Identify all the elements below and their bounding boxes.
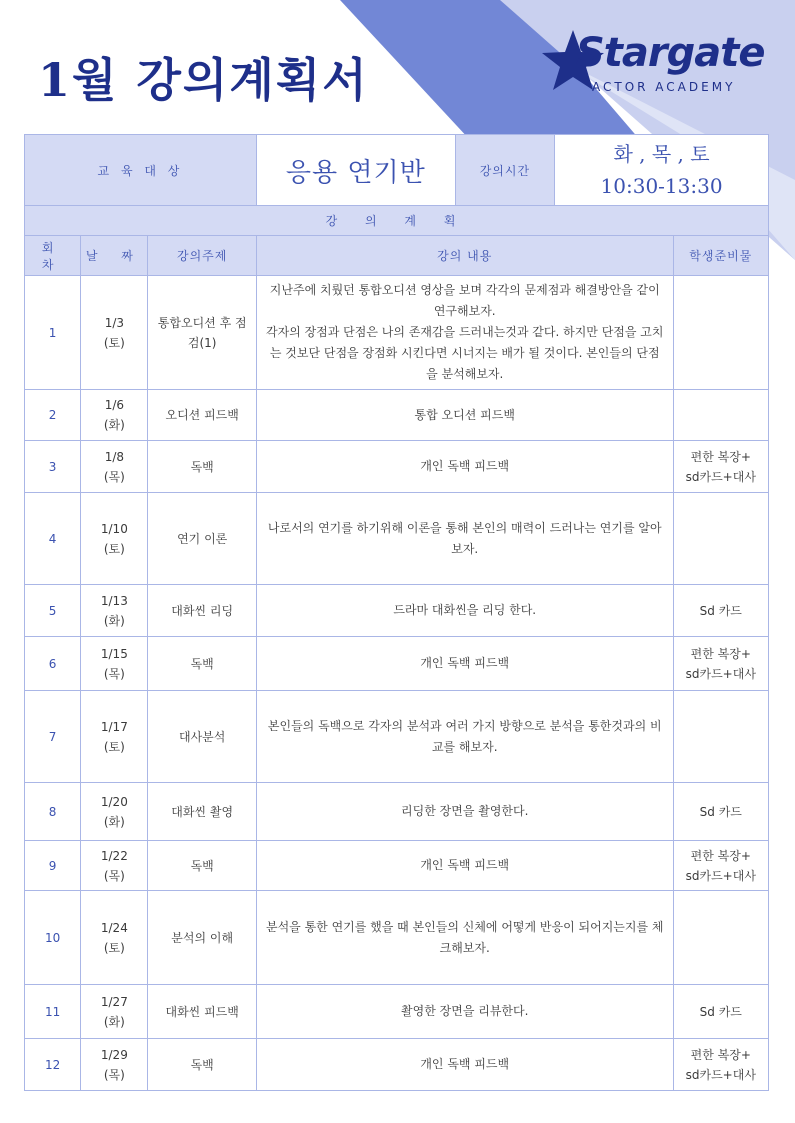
row-content-line: 개인 독백 피드백	[420, 459, 510, 473]
row-content-line: 드라마 대화씬을 리딩 한다.	[393, 603, 537, 617]
table-row	[25, 985, 769, 1039]
row-content-line: 개인 독백 피드백	[420, 858, 510, 872]
row-date	[81, 276, 148, 390]
col-header-no: 회 차	[25, 236, 81, 276]
row-content-line: 개인 독백 피드백	[420, 656, 510, 670]
row-prep	[673, 985, 768, 1039]
row-content-line: 본인들의 독백으로 각자의 분석과 여러 가지 방향으로 분석을 통한것과의 비교를 해보자.	[267, 718, 662, 754]
row-content	[256, 1039, 673, 1091]
row-date	[81, 637, 148, 691]
row-prep	[673, 441, 768, 493]
row-content	[256, 891, 673, 985]
row-content-line: 지난주에 치뤘던 통합오디션 영상을 보며 각각의 문제점과 해결방안을 같이 연구해보자.	[269, 283, 660, 318]
row-prep-line: Sd 카드	[699, 1004, 742, 1019]
row-prep-line: Sd 카드	[699, 804, 742, 819]
row-content	[256, 276, 673, 390]
row-date	[81, 691, 148, 783]
row-prep	[673, 783, 768, 841]
table-body	[25, 276, 769, 1091]
row-date-day: (목)	[103, 666, 125, 681]
col-header-content: 강의 내용	[256, 236, 673, 276]
row-content-line: 리딩한 장면을 촬영한다.	[401, 804, 529, 818]
row-prep-line: sd카드+대사	[685, 666, 756, 681]
row-number: 7	[25, 691, 81, 783]
row-number: 12	[25, 1039, 81, 1091]
row-prep-line: 편한 복장+	[690, 848, 751, 863]
row-number: 5	[25, 585, 81, 637]
table-row	[25, 276, 769, 390]
row-date	[81, 1039, 148, 1091]
row-prep	[673, 637, 768, 691]
row-date-day: (토)	[103, 739, 125, 754]
row-prep	[673, 390, 768, 441]
table-row	[25, 1039, 769, 1091]
row-date-day: (토)	[103, 541, 125, 556]
row-prep	[673, 841, 768, 891]
row-prep-line: 편한 복장+	[690, 646, 751, 661]
row-date-value: 1/24	[100, 920, 128, 935]
row-date-value: 1/13	[100, 593, 128, 608]
table-row	[25, 637, 769, 691]
row-date-day: (화)	[103, 613, 125, 628]
row-date	[81, 493, 148, 585]
logo-subtitle: ACTOR ACADEMY	[592, 80, 736, 94]
time-label: 강의시간	[455, 135, 554, 206]
row-date-day: (화)	[103, 1014, 125, 1029]
row-date	[81, 390, 148, 441]
info-row	[25, 135, 769, 206]
row-topic: 분석의 이해	[148, 891, 256, 985]
row-topic: 대사분석	[148, 691, 256, 783]
logo-wordmark: Stargate	[576, 30, 765, 76]
target-label: 교 육 대 상	[25, 135, 257, 206]
row-prep	[673, 1039, 768, 1091]
row-date-day: (토)	[103, 940, 125, 955]
time-days: 화 , 목 , 토	[613, 142, 710, 166]
row-date	[81, 585, 148, 637]
row-content	[256, 441, 673, 493]
row-number: 9	[25, 841, 81, 891]
row-content-line: 개인 독백 피드백	[420, 1057, 510, 1071]
target-value: 응용 연기반	[256, 135, 455, 206]
row-date-value: 1/8	[104, 449, 124, 464]
row-content	[256, 585, 673, 637]
lecture-plan-table	[24, 134, 769, 1091]
row-date-value: 1/10	[100, 521, 128, 536]
row-number: 11	[25, 985, 81, 1039]
row-date-value: 1/22	[100, 848, 128, 863]
row-content	[256, 637, 673, 691]
row-date	[81, 841, 148, 891]
col-header-topic: 강의주제	[148, 236, 256, 276]
row-date	[81, 985, 148, 1039]
table-row	[25, 585, 769, 637]
table-row	[25, 493, 769, 585]
row-content	[256, 390, 673, 441]
row-content-line: 촬영한 장면을 리뷰한다.	[401, 1004, 529, 1018]
row-prep	[673, 493, 768, 585]
row-date-value: 1/20	[100, 794, 128, 809]
row-content	[256, 985, 673, 1039]
time-hours: 10:30-13:30	[600, 174, 723, 198]
page-title: 1월 강의계획서	[38, 53, 369, 107]
row-topic: 통합오디션 후 점검(1)	[148, 276, 256, 390]
row-topic: 오디션 피드백	[148, 390, 256, 441]
row-date-value: 1/3	[104, 315, 124, 330]
table-row	[25, 891, 769, 985]
row-prep	[673, 276, 768, 390]
row-date-value: 1/6	[104, 398, 124, 412]
row-date-day: (목)	[103, 868, 125, 883]
table-row	[25, 691, 769, 783]
row-date-value: 1/15	[100, 646, 128, 661]
row-content-line: 각자의 장점과 단점은 나의 존재감을 드러내는것과 같다. 하지만 단점을 고치는 것보단 단점을 장점화 시킨다면 시너지는 배가 될 것이다. 본인들의 단점을 분석해보자.	[265, 325, 664, 381]
row-topic: 대화씬 리딩	[148, 585, 256, 637]
row-date	[81, 441, 148, 493]
row-date-day: (목)	[103, 1067, 125, 1082]
row-content	[256, 691, 673, 783]
logo	[538, 26, 768, 98]
row-content-line: 나로서의 연기를 하기위해 이론을 통해 본인의 매력이 드러나는 연기를 알아보자.	[267, 520, 662, 556]
row-content	[256, 783, 673, 841]
row-topic: 연기 이론	[148, 493, 256, 585]
row-date-day: (목)	[103, 469, 125, 484]
table-row	[25, 841, 769, 891]
table-row	[25, 783, 769, 841]
row-prep-line: sd카드+대사	[685, 1067, 756, 1082]
col-header-prep: 학생준비물	[673, 236, 768, 276]
time-cell	[555, 135, 769, 206]
section-title: 강 의 계 획	[25, 206, 769, 236]
row-prep-line: sd카드+대사	[685, 469, 756, 484]
row-prep	[673, 891, 768, 985]
row-date-day: (화)	[103, 814, 125, 829]
row-content-line: 통합 오디션 피드백	[414, 407, 515, 422]
row-number: 4	[25, 493, 81, 585]
row-number: 6	[25, 637, 81, 691]
row-topic: 대화씬 피드백	[148, 985, 256, 1039]
row-prep-line: 편한 복장+	[690, 1047, 751, 1062]
row-number: 8	[25, 783, 81, 841]
row-date-day: (화)	[103, 418, 125, 432]
row-number: 10	[25, 891, 81, 985]
row-content	[256, 493, 673, 585]
row-prep	[673, 691, 768, 783]
row-number: 2	[25, 390, 81, 441]
row-date	[81, 783, 148, 841]
row-prep-line: sd카드+대사	[685, 868, 756, 883]
row-topic: 대화씬 촬영	[148, 783, 256, 841]
row-topic: 독백	[148, 841, 256, 891]
row-date-value: 1/29	[100, 1047, 128, 1062]
row-topic: 독백	[148, 1039, 256, 1091]
row-date-day: (토)	[103, 335, 125, 350]
column-header-row	[25, 236, 769, 276]
row-prep-line: 편한 복장+	[690, 449, 751, 464]
row-number: 3	[25, 441, 81, 493]
row-number: 1	[25, 276, 81, 390]
col-header-date: 날 짜	[81, 236, 148, 276]
table-row	[25, 441, 769, 493]
row-topic: 독백	[148, 637, 256, 691]
table-row	[25, 390, 769, 441]
row-content	[256, 841, 673, 891]
row-prep-line: Sd 카드	[699, 603, 742, 618]
row-date-value: 1/17	[100, 719, 128, 734]
row-date	[81, 891, 148, 985]
row-prep	[673, 585, 768, 637]
row-topic: 독백	[148, 441, 256, 493]
row-date-value: 1/27	[100, 994, 128, 1009]
row-content-line: 분석을 통한 연기를 했을 때 본인들의 신체에 어떻게 반응이 되어지는지를 체크해보자.	[265, 919, 664, 955]
